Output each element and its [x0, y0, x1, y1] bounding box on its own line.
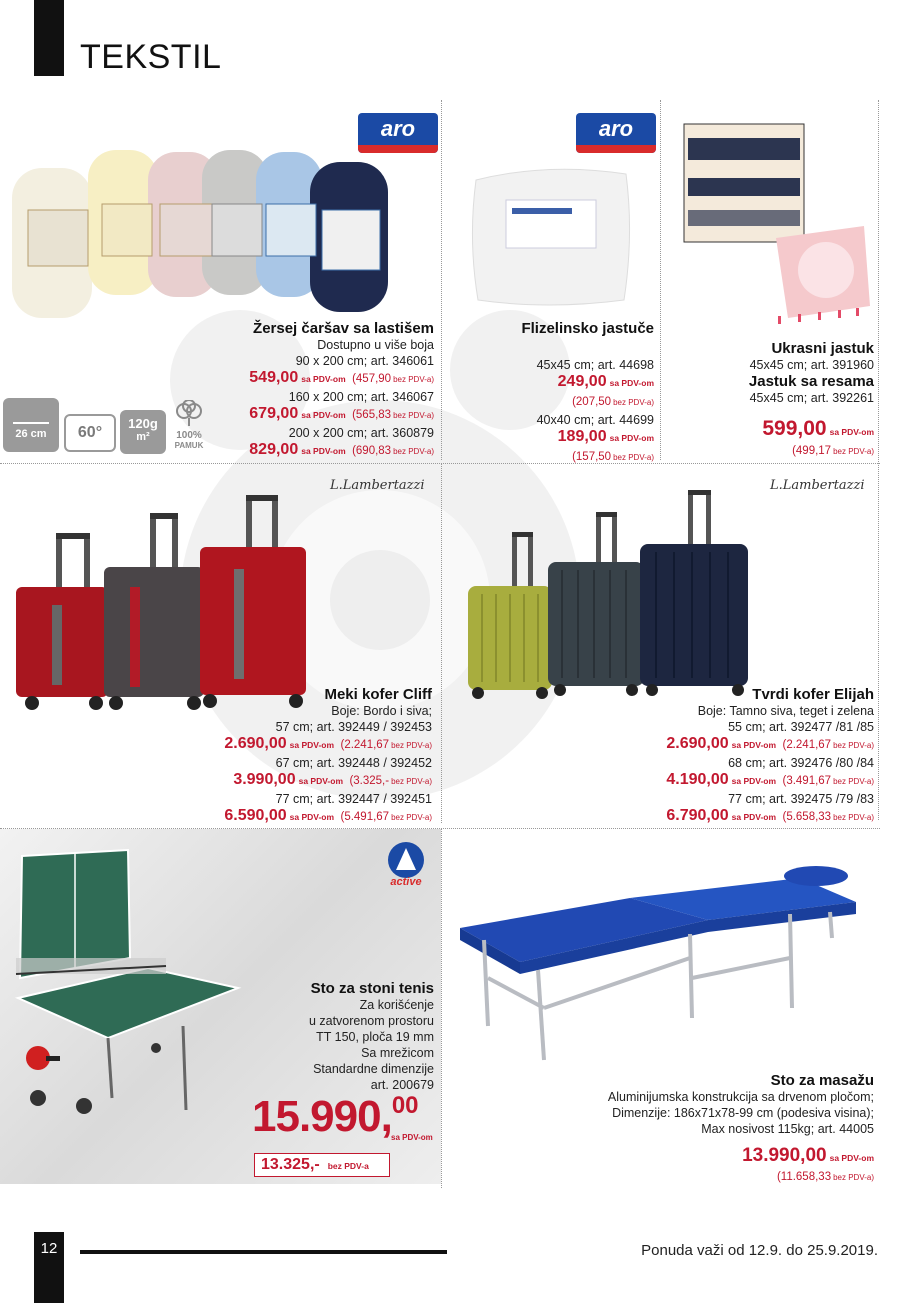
bez-label: bez PDV-a) — [391, 741, 432, 750]
lambertazzi-logo: L.Lambertazzi — [770, 478, 865, 493]
footer-rule — [80, 1250, 447, 1254]
product-desc: Max nosivost 115kg; art. 44005 — [701, 1122, 874, 1136]
price: 3.990,00 — [233, 771, 296, 788]
product-title: Flizelinsko jastuče — [521, 320, 654, 337]
product-colors: Boje: Tamno siva, teget i zelena — [697, 704, 874, 718]
price-row — [664, 417, 874, 441]
bez-label: bez PDV-a) — [391, 777, 432, 786]
product-size-line: 200 x 200 cm; art. 360879 — [288, 426, 434, 440]
price: 249,00 — [557, 373, 607, 390]
pdv-label: sa PDV-om — [289, 812, 335, 822]
price-row — [150, 807, 432, 827]
product-desc: Dostupno u više boja — [317, 338, 434, 352]
price-without-vat-row — [448, 392, 654, 412]
price: 2.690,00 — [666, 735, 729, 752]
lambertazzi-logo: L.Lambertazzi — [330, 478, 425, 493]
price-without-vat-row — [448, 447, 654, 467]
product-masaza — [560, 1072, 874, 1187]
weight-icon: 120g m² — [120, 410, 166, 454]
bez-label: bez PDV-a — [327, 1161, 369, 1171]
fitted-sheets-image — [10, 140, 435, 320]
product-desc: Aluminijumska konstrukcija sa drvenom pločom; — [607, 1090, 874, 1104]
product-ukrasni — [664, 340, 874, 461]
wash-60-icon: 60° — [64, 414, 116, 452]
divider — [441, 828, 442, 1188]
price-without-vat-row — [560, 1167, 874, 1187]
product-size-line: 45x45 cm; art. 391960 — [749, 358, 874, 372]
price: 6.590,00 — [224, 807, 287, 824]
price-without-vat-row — [664, 441, 874, 461]
divider — [441, 463, 442, 823]
cotton-icon: 100% PAMUK — [168, 400, 210, 456]
pdv-label: sa PDV-om — [289, 740, 335, 750]
price-without-vat: (3.491,67 — [782, 775, 832, 787]
price-without-vat: (2.241,67 — [340, 739, 390, 751]
bez-label: bez PDV-a) — [393, 375, 434, 384]
price-row — [560, 1147, 874, 1167]
page-number: 12 — [40, 1240, 58, 1257]
soft-suitcases-image — [12, 495, 312, 715]
price-without-vat: (207,50 — [572, 396, 612, 408]
product-desc: Standardne dimenzije — [313, 1062, 434, 1076]
price-without-vat-box — [254, 1153, 390, 1177]
bez-label: bez PDV-a) — [833, 741, 874, 750]
product-size-line: 45x45 cm; art. 44698 — [536, 358, 654, 372]
product-title: Sto za masažu — [770, 1072, 874, 1089]
price-row — [150, 735, 432, 755]
product-desc: art. 200679 — [370, 1078, 434, 1092]
pdv-label: sa PDV-om — [301, 410, 346, 420]
price-row — [60, 441, 434, 461]
offer-validity: Ponuda važi od 12.9. do 25.9.2019. — [641, 1242, 878, 1259]
aro-logo: aro — [358, 113, 438, 153]
product-size-line: 57 cm; art. 392449 / 392453 — [275, 720, 432, 734]
depth-icon: 26 cm — [3, 398, 59, 452]
bez-label: bez PDV-a) — [833, 777, 874, 786]
price-without-vat: (499,17 — [792, 445, 832, 457]
product-desc: Sa mrežicom — [361, 1046, 434, 1060]
price: 4.190,00 — [666, 771, 729, 788]
price-row — [560, 735, 874, 755]
product-meki-kofer — [150, 686, 432, 827]
price-row — [60, 405, 434, 425]
header-black-bar — [34, 0, 64, 76]
pdv-label: sa PDV-om — [301, 374, 346, 384]
pdv-label: sa PDV-om — [731, 776, 777, 786]
price-row — [448, 373, 654, 392]
price: 679,00 — [249, 405, 299, 422]
bez-label: bez PDV-a) — [833, 447, 874, 456]
price: 829,00 — [249, 441, 299, 458]
product-stoni-tenis — [240, 980, 434, 1093]
price-without-vat: (690,83 — [352, 445, 392, 457]
bez-label: bez PDV-a) — [393, 411, 434, 420]
price-row — [150, 771, 432, 791]
pillow-image — [468, 160, 634, 310]
price: 189,00 — [557, 428, 607, 445]
price-cents: 00 — [391, 1092, 419, 1119]
product-desc: u zatvorenom prostoru — [308, 1014, 434, 1028]
product-flizelinsko — [448, 320, 654, 467]
product-title: Jastuk sa resama — [748, 373, 874, 390]
pdv-label: sa PDV-om — [391, 1133, 433, 1142]
price: 2.690,00 — [224, 735, 287, 752]
pdv-label: sa PDV-om — [731, 812, 777, 822]
price-without-vat: (157,50 — [572, 451, 612, 463]
pdv-label: sa PDV-om — [298, 776, 343, 786]
active-brand-label: active — [390, 876, 422, 888]
divider — [441, 100, 442, 460]
product-desc: Za korišćenje — [359, 998, 434, 1012]
product-size-line: 40x40 cm; art. 44699 — [536, 413, 654, 427]
product-size-line: 77 cm; art. 392475 /79 /83 — [728, 792, 874, 806]
product-size-line: 67 cm; art. 392448 / 392452 — [275, 756, 432, 770]
product-title: Ukrasni jastuk — [771, 340, 874, 357]
price: 6.790,00 — [666, 807, 729, 824]
pdv-label: sa PDV-om — [301, 446, 346, 456]
price-without-vat: (2.241,67 — [782, 739, 832, 751]
divider — [0, 463, 880, 464]
price-without-vat: (457,90 — [352, 373, 392, 385]
price-without-vat: (5.491,67 — [340, 811, 390, 823]
price: 13.990,00 — [742, 1145, 827, 1166]
price-without-vat: (5.658,33 — [782, 811, 832, 823]
price-row — [560, 807, 874, 827]
aro-logo: aro — [576, 113, 656, 153]
price-row — [560, 771, 874, 791]
price-row — [60, 369, 434, 389]
price-main: 15.990, — [252, 1092, 392, 1141]
price: 599,00 — [762, 417, 827, 440]
product-zersej — [60, 320, 434, 461]
product-size-line: 160 x 200 cm; art. 346067 — [288, 390, 434, 404]
product-title: Meki kofer Cliff — [324, 686, 432, 703]
product-desc: TT 150, ploča 19 mm — [316, 1030, 434, 1044]
price-row — [448, 428, 654, 447]
product-size-line: 45x45 cm; art. 392261 — [749, 391, 874, 405]
bez-label: bez PDV-a) — [833, 1173, 874, 1182]
section-title: TEKSTIL — [80, 38, 222, 76]
price-without-vat: (3.325,- — [349, 775, 390, 787]
pdv-label: sa PDV-om — [829, 427, 874, 437]
price: 549,00 — [249, 369, 299, 386]
product-size-line: 55 cm; art. 392477 /81 /85 — [728, 720, 874, 734]
massage-table-image — [460, 858, 860, 1068]
bez-label: bez PDV-a) — [393, 447, 434, 456]
pdv-label: sa PDV-om — [731, 740, 777, 750]
product-size-line: 90 x 200 cm; art. 346061 — [295, 354, 434, 368]
table-tennis-image — [8, 848, 248, 1148]
product-title: Sto za stoni tenis — [310, 980, 434, 997]
product-size-line: 68 cm; art. 392476 /80 /84 — [728, 756, 874, 770]
product-title: Tvrdi kofer Elijah — [752, 686, 874, 703]
pdv-label: sa PDV-om — [609, 378, 654, 388]
price-without-vat: (565,83 — [352, 409, 392, 421]
product-colors: Boje: Bordo i siva; — [331, 704, 432, 718]
bez-label: bez PDV-a) — [391, 813, 432, 822]
product-title: Žersej čaršav sa lastišem — [253, 320, 434, 337]
divider — [660, 100, 661, 460]
price-without-vat: (11.658,33 — [776, 1171, 832, 1183]
product-tvrdi-kofer — [560, 686, 874, 827]
product-size-line: 77 cm; art. 392447 / 392451 — [275, 792, 432, 806]
bez-label: bez PDV-a) — [613, 453, 654, 462]
decorative-pillows-image — [678, 118, 874, 328]
divider — [878, 100, 879, 820]
pdv-label: sa PDV-om — [609, 433, 654, 443]
price-without-vat: 13.325,- — [261, 1156, 320, 1173]
bez-label: bez PDV-a) — [613, 398, 654, 407]
bez-label: bez PDV-a) — [833, 813, 874, 822]
hard-suitcases-image — [462, 490, 762, 700]
product-desc: Dimenzije: 186x71x78-99 cm (podesiva visina); — [612, 1106, 874, 1120]
pdv-label: sa PDV-om — [829, 1153, 874, 1163]
